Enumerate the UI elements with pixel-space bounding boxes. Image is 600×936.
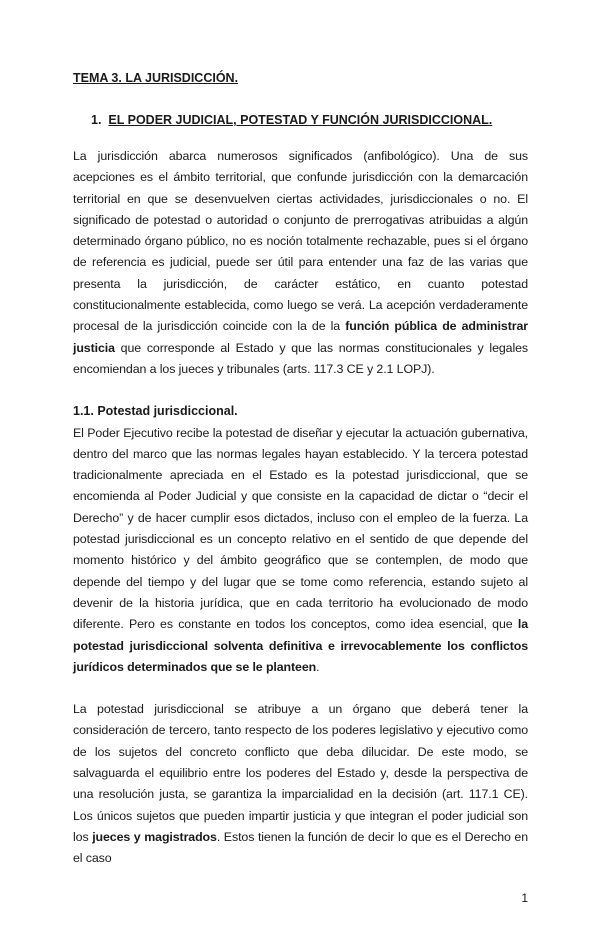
text-segment: . Estos tienen la función de decir lo que es el Derecho en el caso bbox=[73, 829, 529, 866]
paragraph-3 bbox=[73, 699, 528, 869]
text-segment: . bbox=[316, 659, 320, 674]
subsection-heading: 1.1. Potestad jurisdiccional. bbox=[73, 404, 238, 419]
text-segment: El Poder Ejecutivo recibe la potestad de diseñar y ejecutar la actuación gubernativa, dentro del marco que las normas legales hayan establecido. Y la tercera potestad tradicionalmente apreciada en el Estado es la potestad jurisdiccional, que se encomienda al Poder Judicial y que consiste en la capacidad de dictar o “decir el Derecho” y de hacer cumplir esos dictados, incluso con el empleo de la fuerza. La potestad jurisdiccional es un concepto relativo en el sentido de que depende del momento histórico y del ámbito geográfico que se contemplen, de modo que depende del tiempo y del lugar que se tome como referencia, estando sujeto al devenir de la historia jurídica, que en cada territorio ha evolucionado de modo diferente. Pero es constante en todos los conceptos, como idea esencial, que bbox=[73, 425, 528, 632]
bold-text: la potestad jurisdiccional solventa definitiva e irrevocablemente los conflictos jurídicos determinados que se le planteen bbox=[73, 617, 528, 674]
document-page bbox=[73, 0, 528, 936]
document-title: TEMA 3. LA JURISDICCIÓN. bbox=[73, 71, 239, 85]
text-segment: que corresponde al Estado y que las normas constitucionales y legales encomiendan a los jueces y tribunales (arts. 117.3 CE y 2.1 LOPJ). bbox=[73, 340, 528, 376]
bold-text: función pública de administrar justicia bbox=[73, 319, 528, 355]
section-number: 1. bbox=[91, 113, 102, 127]
page-number: 1 bbox=[521, 890, 528, 905]
paragraph-1 bbox=[73, 146, 528, 380]
section-heading-1 bbox=[91, 112, 528, 128]
text-segment: La jurisdicción abarca numerosos significados (anfibológico). Una de sus acepciones es el ámbito territorial, que confunde jurisdicción con la demarcación territorial en que se desenvuelven ciertas actividades, jurisdiccionales o no. El significado de potestad o autoridad o conjunto de prerrogativas atribuidas a algún determinado órgano público, no es noción totalmente rechazable, pues si el órgano de referencia es judicial, puede ser útil para entender una faz de las varias que presenta la jurisdicción, de carácter estático, en cuanto potestad constitucionalmente establecida, como luego se verá. La acepción verdaderamente procesal de la jurisdicción coincide con la de la bbox=[73, 149, 528, 334]
bold-text: jueces y magistrados bbox=[92, 829, 217, 844]
section-title: EL PODER JUDICIAL, POTESTAD Y FUNCIÓN JURISDICCIONAL. bbox=[108, 113, 493, 127]
text-segment: La potestad jurisdiccional se atribuye a un órgano que deberá tener la consideración de tercero, tanto respecto de los poderes legislativo y ejecutivo como de los sujetos del concreto conflicto que deba dilucidar. De este modo, se salvaguarda el equilibrio entre los poderes del Estado y, desde la perspectiva de una resolución justa, se garantiza la imparcialidad en la decisión (art. 117.1 CE). Los únicos sujetos que pueden impartir justicia y que integran el poder judicial son los bbox=[73, 702, 528, 844]
paragraph-2 bbox=[73, 423, 528, 679]
